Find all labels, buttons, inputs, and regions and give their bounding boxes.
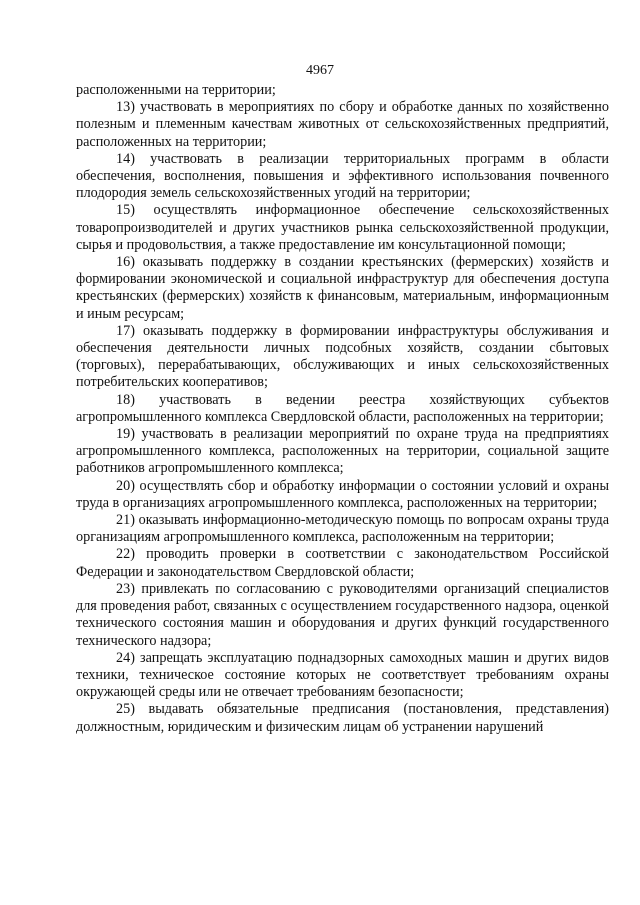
- paragraph-item-23: 23) привлекать по согласованию с руководителями организаций специалистов для проведения работ, связанных с осуществлением государственного надзора, оценкой технического состояния машин и оборудования и других функций государственного технического надзора;: [76, 580, 609, 649]
- page-number: 4967: [306, 63, 334, 78]
- paragraph-item-14: 14) участвовать в реализации территориальных программ в области обеспечения, восполнения, повышения и эффективного использования почвенного плодородия земель сельскохозяйственных угодий на территории;: [76, 150, 609, 202]
- paragraph-item-24: 24) запрещать эксплуатацию поднадзорных самоходных машин и других видов техники, техническое состояние которых не соответствует требованиям охраны окружающей среды или не отвечает требованиям безопасности;: [76, 649, 609, 701]
- paragraph-continuation: расположенными на территории;: [76, 82, 276, 98]
- document-body: [76, 82, 609, 736]
- paragraph-item-20: 20) осуществлять сбор и обработку информации о состоянии условий и охраны труда в организациях агропромышленного комплекса, расположенных на территории;: [76, 477, 609, 511]
- paragraph-item-15: 15) осуществлять информационное обеспечение сельскохозяйственных товаропроизводителей и других участников рынка сельскохозяйственной продукции, сырья и продовольствия, а также предоставление им консультационной помощи;: [76, 202, 609, 253]
- paragraph-item-18: 18) участвовать в ведении реестра хозяйствующих субъектов агропромышленного комплекса Свердловской области, расположенных на территории;: [76, 391, 609, 425]
- paragraph-item-21: 21) оказывать информационно-методическую помощь по вопросам охраны труда организациям агропромышленного комплекса, расположенным на территории;: [76, 512, 609, 546]
- paragraph-item-13: 13) участвовать в мероприятиях по сбору и обработке данных по хозяйственно полезным и племенным качествам животных от сельскохозяйственных предприятий, расположенных на территории;: [76, 99, 609, 150]
- paragraph-item-16: 16) оказывать поддержку в создании крестьянских (фермерских) хозяйств и формировании экономической и социальной инфраструктур для обеспечения доступа крестьянских (фермерских) хозяйств к финансовым, материальным, информационным и иным ресурсам;: [76, 254, 609, 322]
- paragraph-item-19: 19) участвовать в реализации мероприятий по охране труда на предприятиях агропромышленного комплекса, расположенных на территории, социальной защите работников агропромышленного комплекса;: [76, 426, 609, 477]
- paragraph-item-25: 25) выдавать обязательные предписания (постановления, представления) должностным, юридическим и физическим лицам об устранении нарушений: [76, 701, 609, 735]
- paragraph-item-22: 22) проводить проверки в соответствии с законодательством Российской Федерации и законодательством Свердловской области;: [76, 546, 609, 580]
- paragraph-item-17: 17) оказывать поддержку в формировании инфраструктуры обслуживания и обеспечения деятельности личных подсобных хозяйств, создании сбытовых (торговых), перерабатывающих, обслуживающих и иных сельскохозяйственных потребительских кооперативов;: [76, 322, 609, 391]
